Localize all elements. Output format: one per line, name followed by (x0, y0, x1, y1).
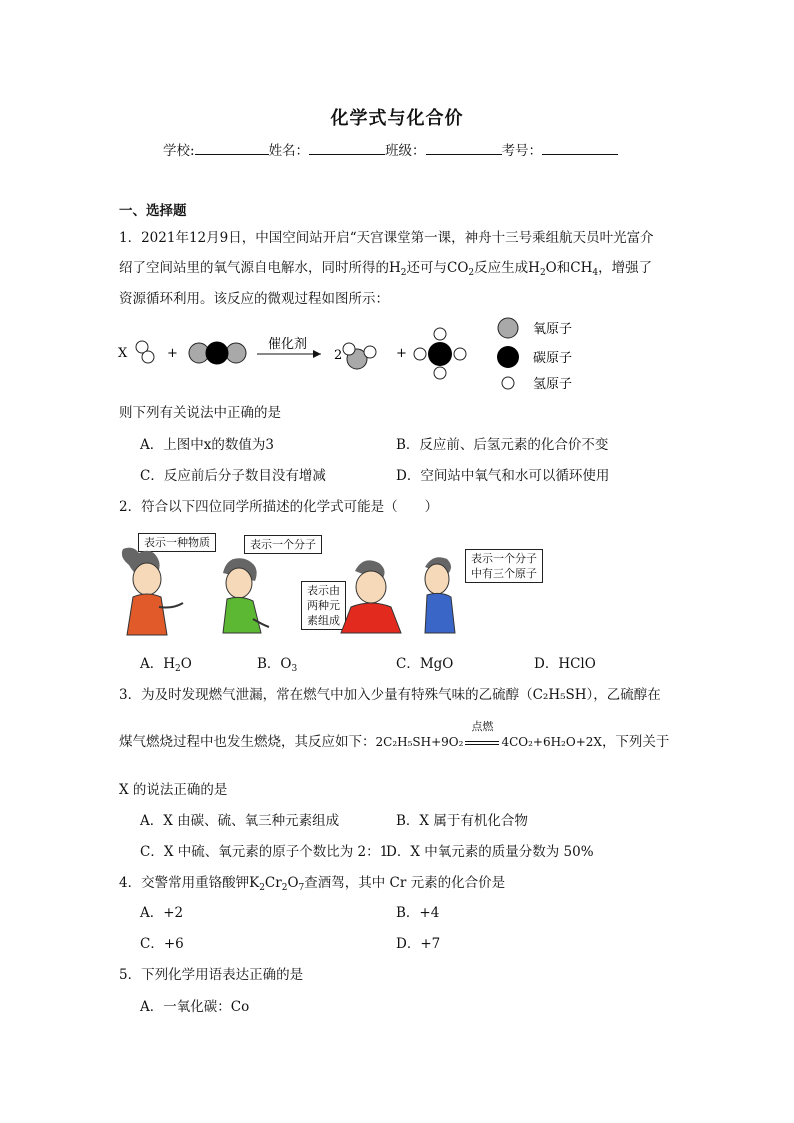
q3-line3: X 的说法正确的是 (119, 782, 228, 798)
exam-number-field[interactable] (542, 140, 618, 155)
arrow-head-icon (313, 350, 321, 358)
speech-bubble-2: 表示一个分子 (244, 535, 322, 554)
hydrogen-atom (364, 346, 376, 358)
q1-line2: 绍了空间站里的氧气源自电解水，同时所得的$H_2$还可与$CO_2$反应生成$H_2O$和$CH_4$，增强了 (119, 260, 653, 278)
oxygen-atom (226, 343, 246, 363)
q2-stem: 2．符合以下四位同学所描述的化学式可能是（ ） (119, 499, 439, 515)
equals-sign (465, 741, 499, 745)
student-boy-red-icon (341, 560, 401, 633)
q3-line1: 3．为及时发现燃气泄漏，常在燃气中加入少量有特殊气味的乙硫醇（C₂H₅SH），乙硫醇在 (119, 687, 661, 703)
exam-number-label: 考号： (501, 143, 543, 159)
q4-option-c[interactable]: C．+6 (140, 936, 184, 952)
page-title: 化学式与化合价 (330, 108, 464, 129)
student-boy-green-icon (223, 558, 269, 633)
q2-option-b[interactable]: B．$O_3$ (257, 656, 298, 674)
legend-oxygen-icon (498, 318, 518, 338)
student-girl-icon (122, 548, 183, 635)
diagram-x-label: X (118, 346, 128, 361)
legend-carbon-icon (497, 346, 519, 368)
q4-option-b[interactable]: B．+4 (396, 905, 440, 921)
q1-option-b[interactable]: B．反应前、后氢元素的化合价不变 (396, 437, 609, 453)
q2-option-a[interactable]: A．$H_2O$ (140, 656, 192, 674)
q2-option-d[interactable]: D．HClO (534, 656, 596, 672)
section-heading: 一、选择题 (119, 203, 187, 219)
carbon-atom (206, 342, 228, 364)
q1-stem: 则下列有关说法中正确的是 (119, 405, 281, 421)
name-field[interactable] (309, 140, 385, 155)
legend-oxygen-label: 氧原子 (533, 322, 573, 337)
hydrogen-atom (434, 367, 446, 379)
q3-option-c[interactable]: C．X 中硫、氧元素的原子个数比为 2：1 (140, 844, 389, 860)
q3-option-a[interactable]: A．X 由碳、硫、氧三种元素组成 (140, 813, 340, 829)
hydrogen-atom (434, 328, 446, 340)
q5-stem: 5．下列化学用语表达正确的是 (119, 967, 304, 983)
q1-option-d[interactable]: D．空间站中氧气和水可以循环使用 (396, 468, 610, 484)
speech-bubble-4: 表示一个分子 中有三个原子 (465, 549, 543, 583)
plus-sign: + (167, 346, 178, 361)
q4-option-d[interactable]: D．+7 (396, 936, 441, 952)
speech-bubble-3: 表示由 两种元 素组成 (301, 581, 346, 630)
reaction-equation: 2C₂H₅SH+9O₂ 点燃 4CO₂+6H₂O+2X (376, 735, 602, 749)
q3-option-d[interactable]: D．X 中氧元素的质量分数为 50% (386, 844, 594, 860)
equation-condition: 点燃 (471, 720, 494, 733)
plus-sign: + (396, 346, 407, 361)
legend-hydrogen-icon (502, 377, 514, 389)
q1-line1: 1．2021年12月9日，中国空间站开启“天宫课堂第一课，神舟十三号乘组航天员叶光富介 (119, 230, 654, 246)
q4-option-a[interactable]: A．+2 (140, 905, 184, 921)
speech-bubble-1: 表示一种物质 (138, 533, 216, 552)
q2-option-c[interactable]: C．MgO (396, 656, 454, 672)
class-label: 班级： (385, 143, 426, 159)
school-label: 学校: (163, 143, 195, 159)
hydrogen-atom (454, 348, 466, 360)
q4-stem: 4．交警常用重铬酸钾$K_2Cr_2O_7$查酒驾，其中 Cr 元素的化合价是 (119, 875, 506, 893)
q1-option-a[interactable]: A．上图中x的数值为3 (140, 437, 274, 453)
class-field[interactable] (426, 140, 502, 155)
q1-line3: 资源循环利用。该反应的微观过程如图所示： (119, 291, 389, 307)
student-boy-blue-icon (425, 557, 455, 633)
catalyst-label: 催化剂 (268, 337, 308, 352)
reaction-diagram (110, 312, 590, 394)
legend-carbon-label: 碳原子 (533, 351, 573, 366)
q3-line2: 煤气燃烧过程中也发生燃烧，其反应如下：2C₂H₅SH+9O₂ 点燃 4CO₂+6H₂O+2X，下列关于 (119, 732, 669, 752)
hydrogen-atom (142, 351, 154, 363)
hydrogen-atom (343, 343, 355, 355)
q3-option-b[interactable]: B．X 属于有机化合物 (396, 813, 528, 829)
coefficient-2: 2 (334, 348, 343, 363)
carbon-atom (428, 342, 452, 366)
legend-hydrogen-label: 氢原子 (533, 377, 573, 392)
hydrogen-atom (414, 348, 426, 360)
students-cartoon (115, 545, 475, 645)
student-info-line (163, 139, 618, 159)
q1-option-c[interactable]: C．反应前后分子数目没有增减 (140, 468, 326, 484)
name-label: 姓名： (268, 143, 310, 159)
q5-option-a[interactable]: A．一氧化碳：Co (140, 999, 250, 1015)
school-field[interactable] (195, 140, 269, 155)
